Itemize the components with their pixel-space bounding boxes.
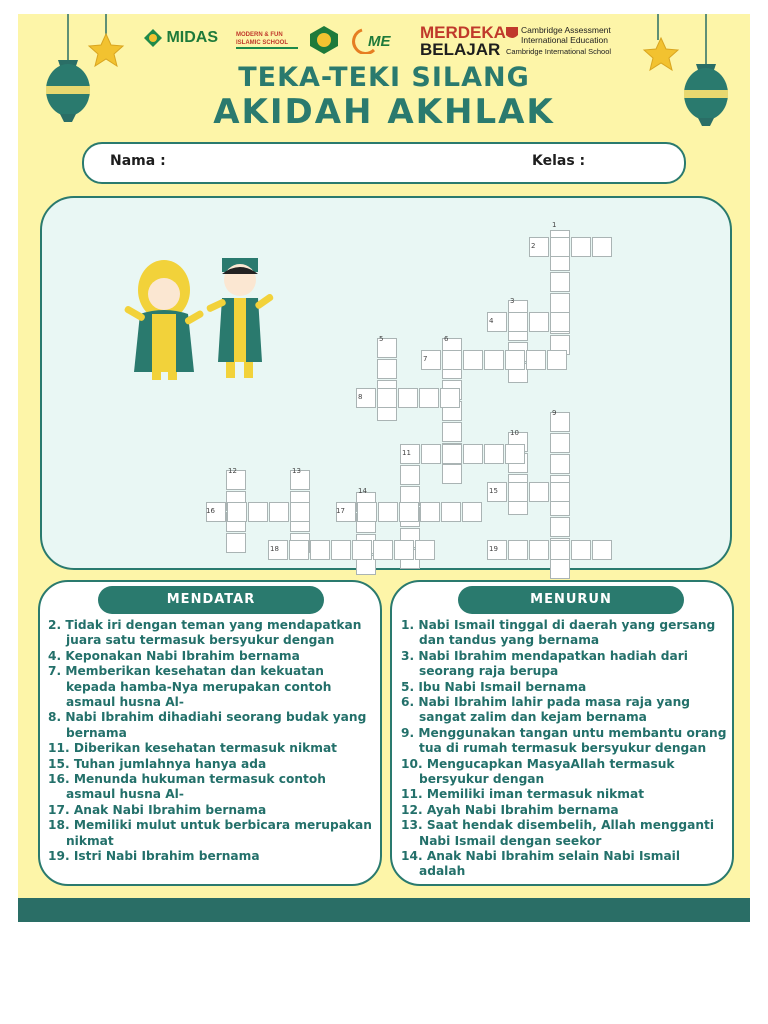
clue-number: 17. [48, 802, 70, 817]
clue-number: 3. [401, 648, 415, 663]
mendatar-clue-line [48, 649, 300, 664]
crossword-cell[interactable] [592, 237, 612, 257]
crossword-cell[interactable] [352, 540, 372, 560]
clue-text: dan tandus yang bernama [419, 633, 600, 648]
clue-number: 16. [48, 772, 70, 786]
mendatar-clue-line [48, 818, 372, 833]
crossword-cell[interactable] [547, 350, 567, 370]
clue-number: 9. [401, 725, 415, 740]
clue-text: Mengucapkan MasyaAllah termasuk [426, 756, 675, 771]
clue-number: 15. [48, 756, 70, 771]
mendatar-clue-line [48, 787, 184, 802]
crossword-cell[interactable] [419, 388, 439, 408]
crossword-cell[interactable] [421, 444, 441, 464]
mendatar-clue-line [48, 849, 260, 864]
crossword-cell[interactable] [550, 454, 570, 474]
clue-number: 2. [48, 618, 62, 632]
clue-text: seorang raja berupa [419, 664, 559, 679]
crossword-cell[interactable] [508, 540, 528, 560]
menurun-clue-line [401, 649, 688, 664]
clue-text: Memiliki iman termasuk nikmat [426, 787, 645, 802]
crossword-cell[interactable] [269, 502, 289, 522]
crossword-cell[interactable] [550, 293, 570, 313]
crossword-cell[interactable] [526, 350, 546, 370]
clue-text: Nabi Ibrahim dihadiahi seorang budak yang [65, 710, 367, 725]
clue-number: 14. [401, 849, 423, 863]
mendatar-clue-line [48, 741, 337, 756]
title-line1: TEKA-TEKI SILANG [238, 62, 530, 93]
clue-text: Memberikan kesehatan dan kekuatan [65, 664, 324, 679]
clue-number: 8 [358, 393, 363, 401]
crossword-cell[interactable] [529, 540, 549, 560]
clue-text: Ibu Nabi Ismail bernama [418, 679, 587, 694]
clue-number: 3 [510, 297, 515, 305]
menurun-clue-line [401, 803, 619, 818]
clue-number: 5. [401, 679, 415, 694]
menurun-clue-line [401, 633, 599, 648]
clue-number: 7. [48, 664, 62, 679]
clue-number: 10. [401, 756, 423, 771]
boy-icon [206, 258, 275, 378]
crossword-cell[interactable] [442, 350, 462, 370]
mendatar-clue-line [48, 680, 331, 695]
clue-text: Menunda hukuman termasuk contoh [73, 772, 326, 786]
mendatar-clue-line [48, 633, 334, 648]
crossword-cell[interactable] [415, 540, 435, 560]
clue-number: 16 [206, 507, 215, 515]
crossword-cell[interactable] [463, 350, 483, 370]
clue-text: Menggunakan tangan untu membantu orang [418, 725, 727, 740]
clue-number: 1. [401, 618, 415, 632]
crossword-cell[interactable] [571, 237, 591, 257]
clue-number: 8. [48, 710, 62, 725]
menurun-clue-line [401, 680, 586, 695]
cambridge-shield-icon [506, 27, 518, 41]
crossword-cell[interactable] [550, 312, 570, 332]
clue-number: 19 [489, 545, 498, 553]
worksheet [18, 14, 750, 922]
menurun-clue-line [401, 695, 690, 710]
crossword-cell[interactable] [571, 540, 591, 560]
crossword-cell[interactable] [378, 502, 398, 522]
clue-text: asmaul husna Al- [66, 695, 184, 709]
crossword-cell[interactable] [529, 312, 549, 332]
mendatar-clue-line [48, 726, 127, 741]
crossword-cell[interactable] [331, 540, 351, 560]
menurun-clue-line [401, 818, 714, 833]
clue-number: 9 [552, 409, 557, 417]
clue-number: 2 [531, 242, 536, 250]
crossword-panel [40, 196, 732, 570]
mendatar-clue-line [48, 664, 324, 679]
clue-text: Nabi Ismail tinggal di daerah yang gersang [418, 618, 716, 632]
crossword-cell[interactable] [399, 502, 419, 522]
crossword-cell[interactable] [398, 388, 418, 408]
clue-text: asmaul husna Al- [66, 787, 184, 802]
clue-text: Keponakan Nabi Ibrahim bernama [65, 648, 300, 663]
menurun-clue-line [401, 618, 715, 633]
cambridge-line2: International Education [521, 35, 608, 45]
clue-text: Nabi Ismail dengan seekor [419, 833, 602, 848]
clue-number: 14 [358, 487, 367, 495]
clue-text: Saat hendak disembelih, Allah mengganti [426, 818, 714, 833]
menurun-clue-line [401, 834, 601, 849]
clue-number: 17 [336, 507, 345, 515]
clue-number: 15 [489, 487, 498, 495]
svg-text:ME: ME [368, 33, 391, 50]
crossword-cell[interactable] [463, 444, 483, 464]
clue-number: 13 [292, 467, 301, 475]
school-badge-icon [310, 26, 338, 54]
crossword-cell[interactable] [310, 540, 330, 560]
clue-text: Istri Nabi Ibrahim bernama [73, 849, 260, 863]
crossword-cell[interactable] [505, 444, 525, 464]
clue-text: juara satu termasuk bersyukur dengan [66, 633, 335, 648]
crossword-cell[interactable] [462, 502, 482, 522]
clue-text: Nabi Ibrahim mendapatkan hadiah dari [418, 648, 688, 663]
menurun-clue-line [401, 864, 465, 879]
crossword-cell[interactable] [550, 517, 570, 537]
clue-number: 11 [402, 449, 411, 457]
crossword-cell[interactable] [592, 540, 612, 560]
clue-number: 18. [48, 818, 70, 833]
crossword-cell[interactable] [505, 350, 525, 370]
clue-number: 6. [401, 695, 415, 709]
midas-emblem-icon [144, 29, 162, 47]
clue-number: 7 [423, 355, 428, 363]
clue-text: kepada hamba-Nya merupakan contoh [66, 679, 332, 694]
crossword-cell[interactable] [550, 433, 570, 453]
clue-number: 11. [48, 741, 70, 756]
menurun-clue-line [401, 849, 680, 864]
mendatar-clue-line [48, 695, 184, 710]
clue-text: tua di rumah termasuk bersyukur dengan [419, 741, 707, 756]
merdeka-belajar-logo [420, 24, 506, 58]
crossword-cell[interactable] [550, 482, 570, 502]
clue-number: 10 [510, 429, 519, 437]
clue-number: 12 [228, 467, 237, 475]
clue-number: 6 [444, 335, 449, 343]
mendatar-heading: MENDATAR [98, 586, 324, 614]
crossword-cell[interactable] [289, 540, 309, 560]
midas-logo [144, 29, 218, 47]
kelas-label: Kelas : [532, 153, 586, 169]
clue-text: Tidak iri dengan teman yang mendapatkan [65, 618, 362, 632]
clue-number: 12. [401, 802, 423, 817]
mendatar-clue-line [48, 618, 361, 633]
crossword-cell[interactable] [377, 388, 397, 408]
crossword-cell[interactable] [550, 237, 570, 257]
girl-icon [123, 260, 204, 380]
clue-number: 4 [489, 317, 494, 325]
cambridge-line1: Cambridge Assessment [521, 25, 611, 35]
crossword-cell[interactable] [508, 312, 528, 332]
menurun-clue-line [401, 787, 644, 802]
ame-logo-icon [352, 26, 410, 54]
mendatar-clue-line [48, 710, 366, 725]
clue-text: Nabi Ibrahim lahir pada masa raja yang [418, 695, 690, 709]
cambridge-line3: Cambridge International School [506, 47, 612, 56]
clue-number: 18 [270, 545, 279, 553]
clue-number: 5 [379, 335, 384, 343]
merdeka-text: MERDEKA [420, 23, 506, 42]
clue-text: nikmat [66, 833, 114, 848]
mendatar-clue-line [48, 772, 326, 787]
mendatar-clue-line [48, 834, 114, 849]
menurun-heading: MENURUN [458, 586, 684, 614]
clue-text: Memiliki mulut untuk berbicara merupakan [73, 818, 372, 833]
clue-text: Anak Nabi Ibrahim bernama [73, 802, 267, 817]
crossword-cell[interactable] [550, 540, 570, 560]
clue-text: Anak Nabi Ibrahim selain Nabi Ismail [426, 849, 681, 863]
crossword-cell[interactable] [440, 388, 460, 408]
menurun-clue-line [401, 664, 558, 679]
crossword-cell[interactable] [420, 502, 440, 522]
clue-text: bernama [66, 725, 127, 740]
clue-number: 13. [401, 818, 423, 833]
clue-text: adalah [419, 864, 466, 879]
footer-bar [18, 898, 750, 922]
title-line2: AKIDAH AKHLAK [213, 92, 555, 132]
crossword-cell[interactable] [508, 482, 528, 502]
crossword-cell[interactable] [484, 350, 504, 370]
crossword-cell[interactable] [290, 502, 310, 522]
clue-text: Diberikan kesehatan termasuk nikmat [73, 741, 338, 756]
crossword-cell[interactable] [484, 444, 504, 464]
clue-number: 11. [401, 787, 423, 802]
crossword-cell[interactable] [373, 540, 393, 560]
crossword-cell[interactable] [248, 502, 268, 522]
menurun-clue-line [401, 710, 647, 725]
crossword-cell[interactable] [550, 272, 570, 292]
crossword-cell[interactable] [226, 533, 246, 553]
clue-text: sangat zalim dan kejam bernama [419, 710, 647, 725]
midas-tagline: MODERN & FUN ISLAMIC SCHOOL [236, 31, 298, 49]
menurun-clue-line [401, 741, 706, 756]
crossword-cell[interactable] [442, 464, 462, 484]
crossword-cell[interactable] [357, 502, 377, 522]
clue-text: Ayah Nabi Ibrahim bernama [426, 802, 619, 817]
crossword-cell[interactable] [442, 444, 462, 464]
mendatar-clue-line [48, 803, 266, 818]
nama-label: Nama : [110, 153, 166, 169]
clue-text: bersyukur dengan [419, 772, 545, 786]
clue-number: 4. [48, 648, 62, 663]
midas-text: MIDAS [166, 29, 219, 46]
clue-number: 1 [552, 221, 557, 229]
crossword-cell[interactable] [550, 559, 570, 579]
crossword-cell[interactable] [394, 540, 414, 560]
crossword-cell[interactable] [400, 465, 420, 485]
menurun-clue-line [401, 726, 726, 741]
crossword-cell[interactable] [227, 502, 247, 522]
crossword-cell[interactable] [441, 502, 461, 522]
mendatar-clue-line [48, 757, 266, 772]
belajar-text: BELAJAR [420, 40, 501, 59]
cambridge-logo [506, 25, 634, 57]
menurun-clue-line [401, 772, 544, 787]
clue-number: 19. [48, 849, 70, 863]
children-illustration [122, 254, 282, 384]
clue-text: Tuhan jumlahnya hanya ada [73, 756, 267, 771]
crossword-cell[interactable] [529, 482, 549, 502]
name-class-bar[interactable] [82, 142, 686, 184]
crossword-cell[interactable] [442, 422, 462, 442]
menurun-clue-line [401, 757, 675, 772]
crossword-cell[interactable] [377, 359, 397, 379]
